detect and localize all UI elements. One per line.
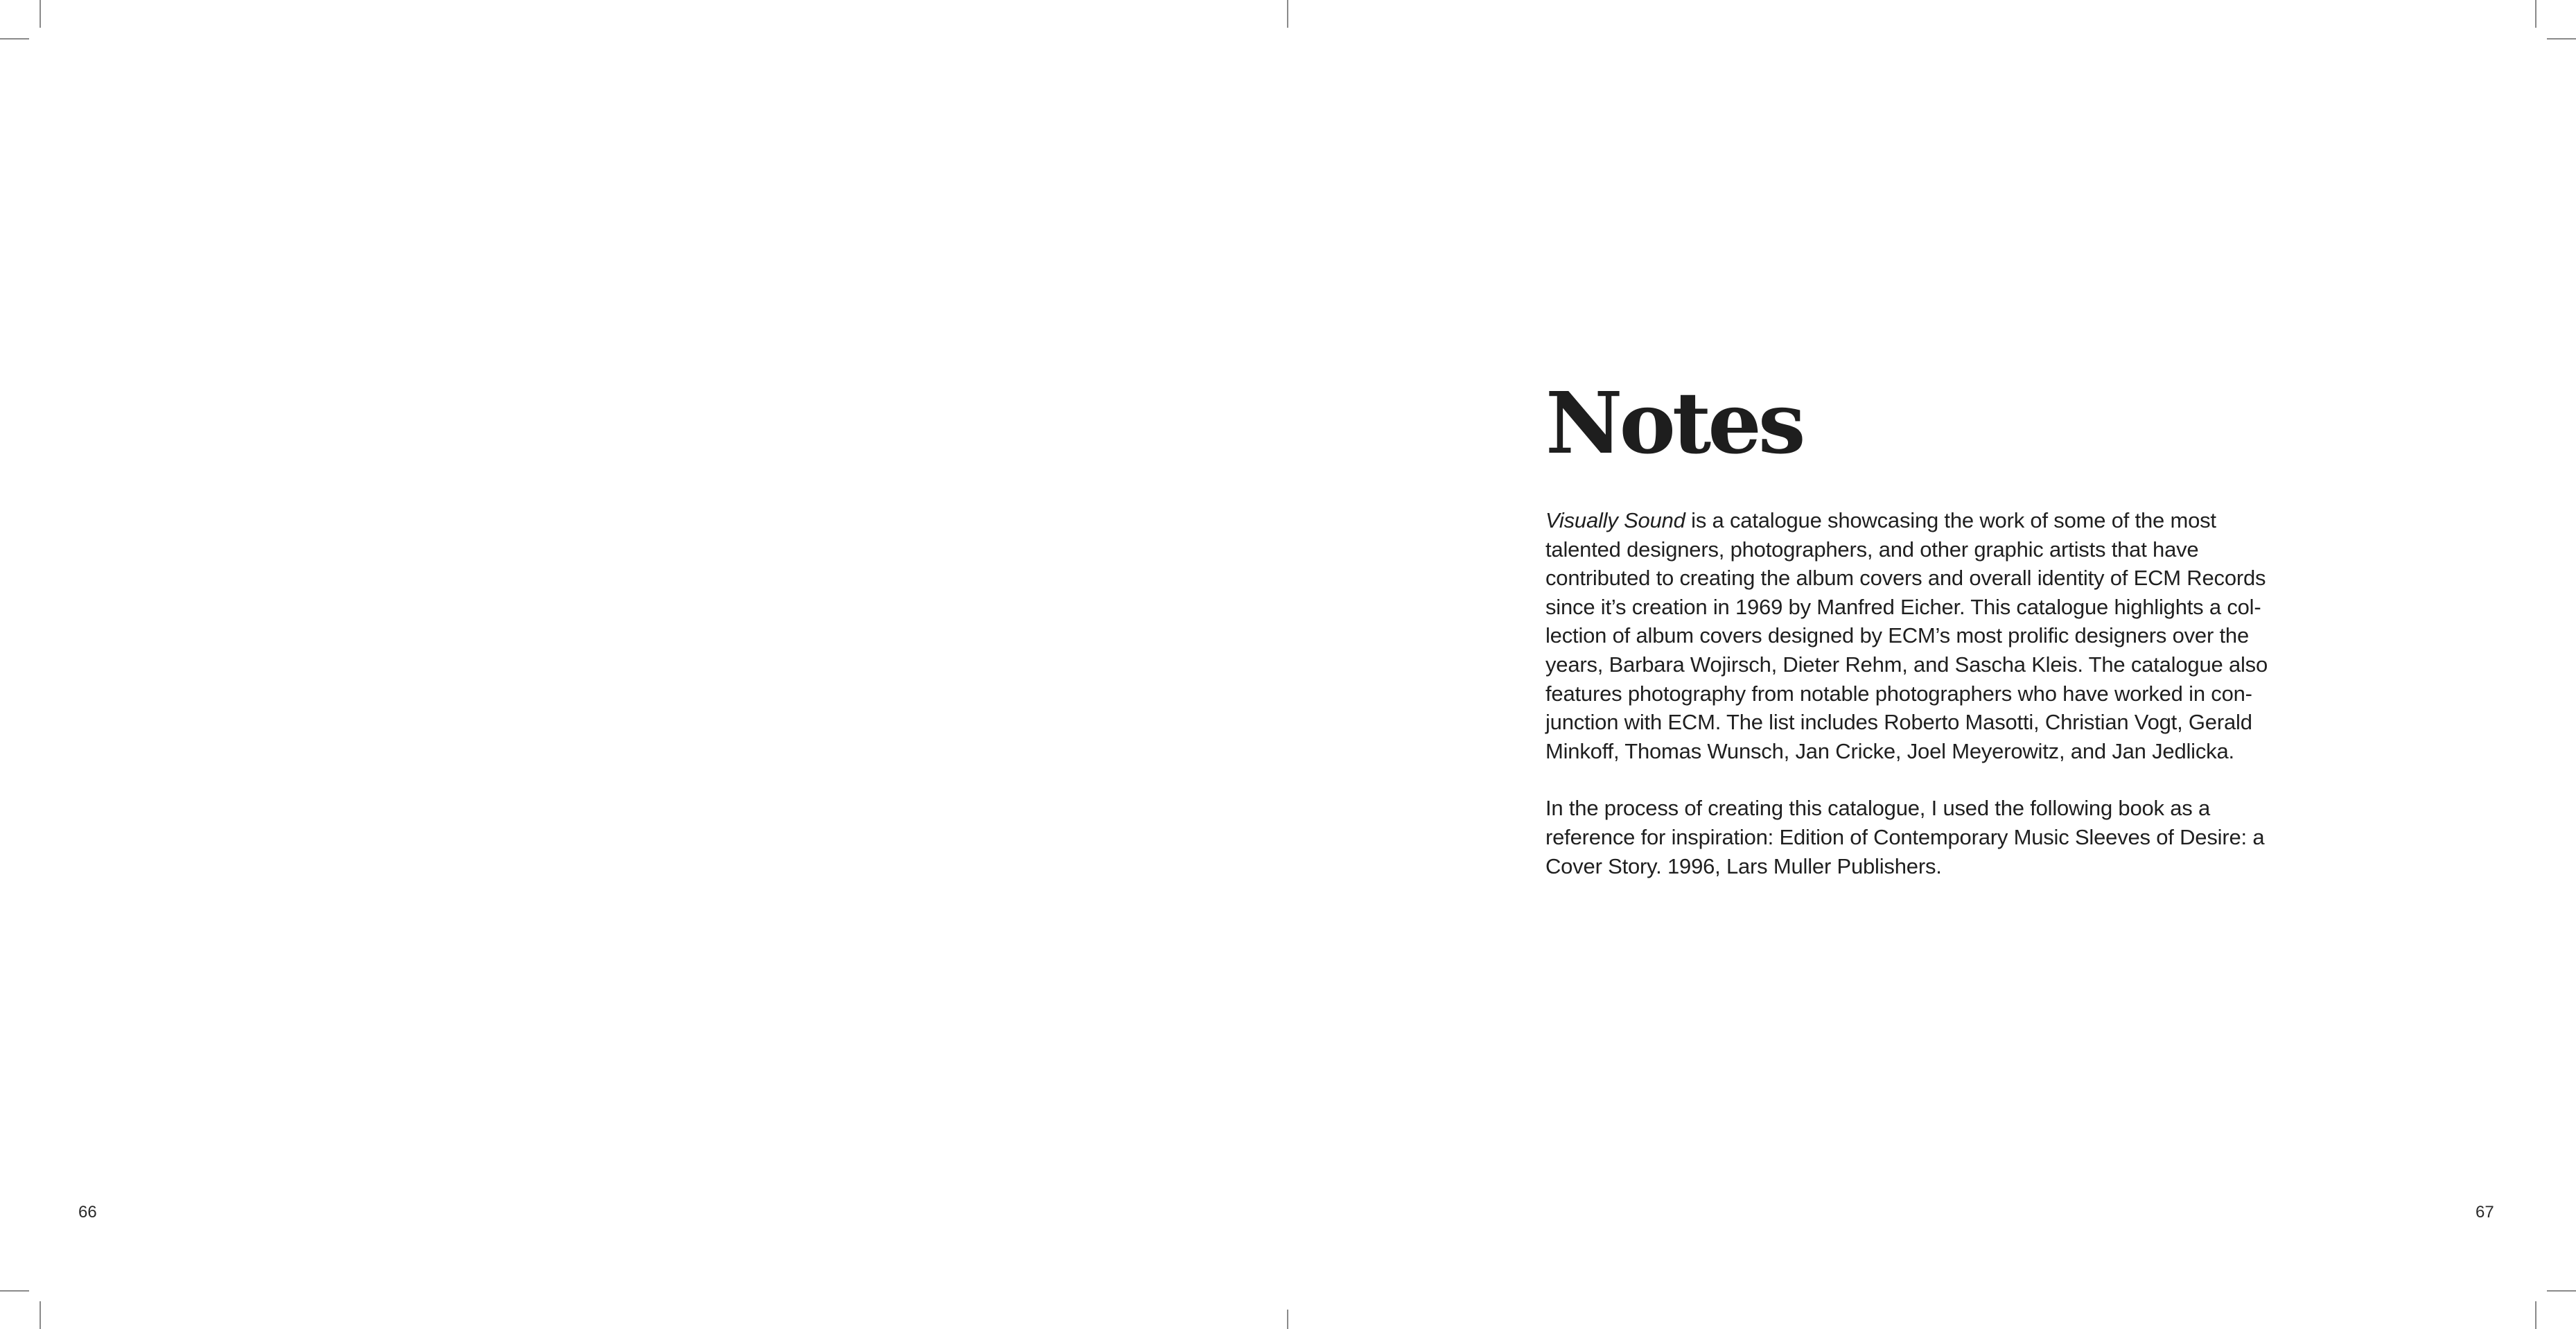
page-number-left: 66 [78, 1203, 97, 1222]
text-line: years, Barbara Wojirsch, Dieter Rehm, and Sascha Kleis. The catalogue also [1545, 652, 2268, 677]
notes-section [1545, 373, 2294, 880]
text-line [1545, 506, 2294, 535]
text-line: talented designers, photographers, and other graphic artists that have [1545, 537, 2199, 562]
book-title-italic: Visually Sound [1545, 508, 1685, 532]
reference-paragraph [1545, 794, 2294, 880]
text-line: features photography from notable photographers who have worked in con- [1545, 681, 2252, 706]
text-line: In the process of creating this catalogue, I used the following book as a [1545, 796, 2211, 821]
text-line: lection of album covers designed by ECM’s most prolific designers over the [1545, 623, 2249, 648]
text-line: reference for inspiration: Edition of Contemporary Music Sleeves of Desire: a [1545, 824, 2265, 849]
intro-paragraph [1545, 506, 2294, 765]
text-line: since it’s creation in 1969 by Manfred Eicher. This catalogue highlights a col- [1545, 594, 2261, 619]
text-line-rest: is a catalogue showcasing the work of some of the most [1685, 508, 2216, 532]
text-line: contributed to creating the album covers and overall identity of ECM Records [1545, 566, 2266, 591]
text-line: Minkoff, Thomas Wunsch, Jan Cricke, Joel Meyerowitz, and Jan Jedlicka. [1545, 738, 2234, 763]
page-title: Notes [1545, 373, 1803, 473]
text-line: junction with ECM. The list includes Roberto Masotti, Christian Vogt, Gerald [1545, 710, 2252, 735]
text-line: Cover Story. 1996, Lars Muller Publishers. [1545, 853, 1942, 878]
page-number-right: 67 [2476, 1203, 2494, 1222]
